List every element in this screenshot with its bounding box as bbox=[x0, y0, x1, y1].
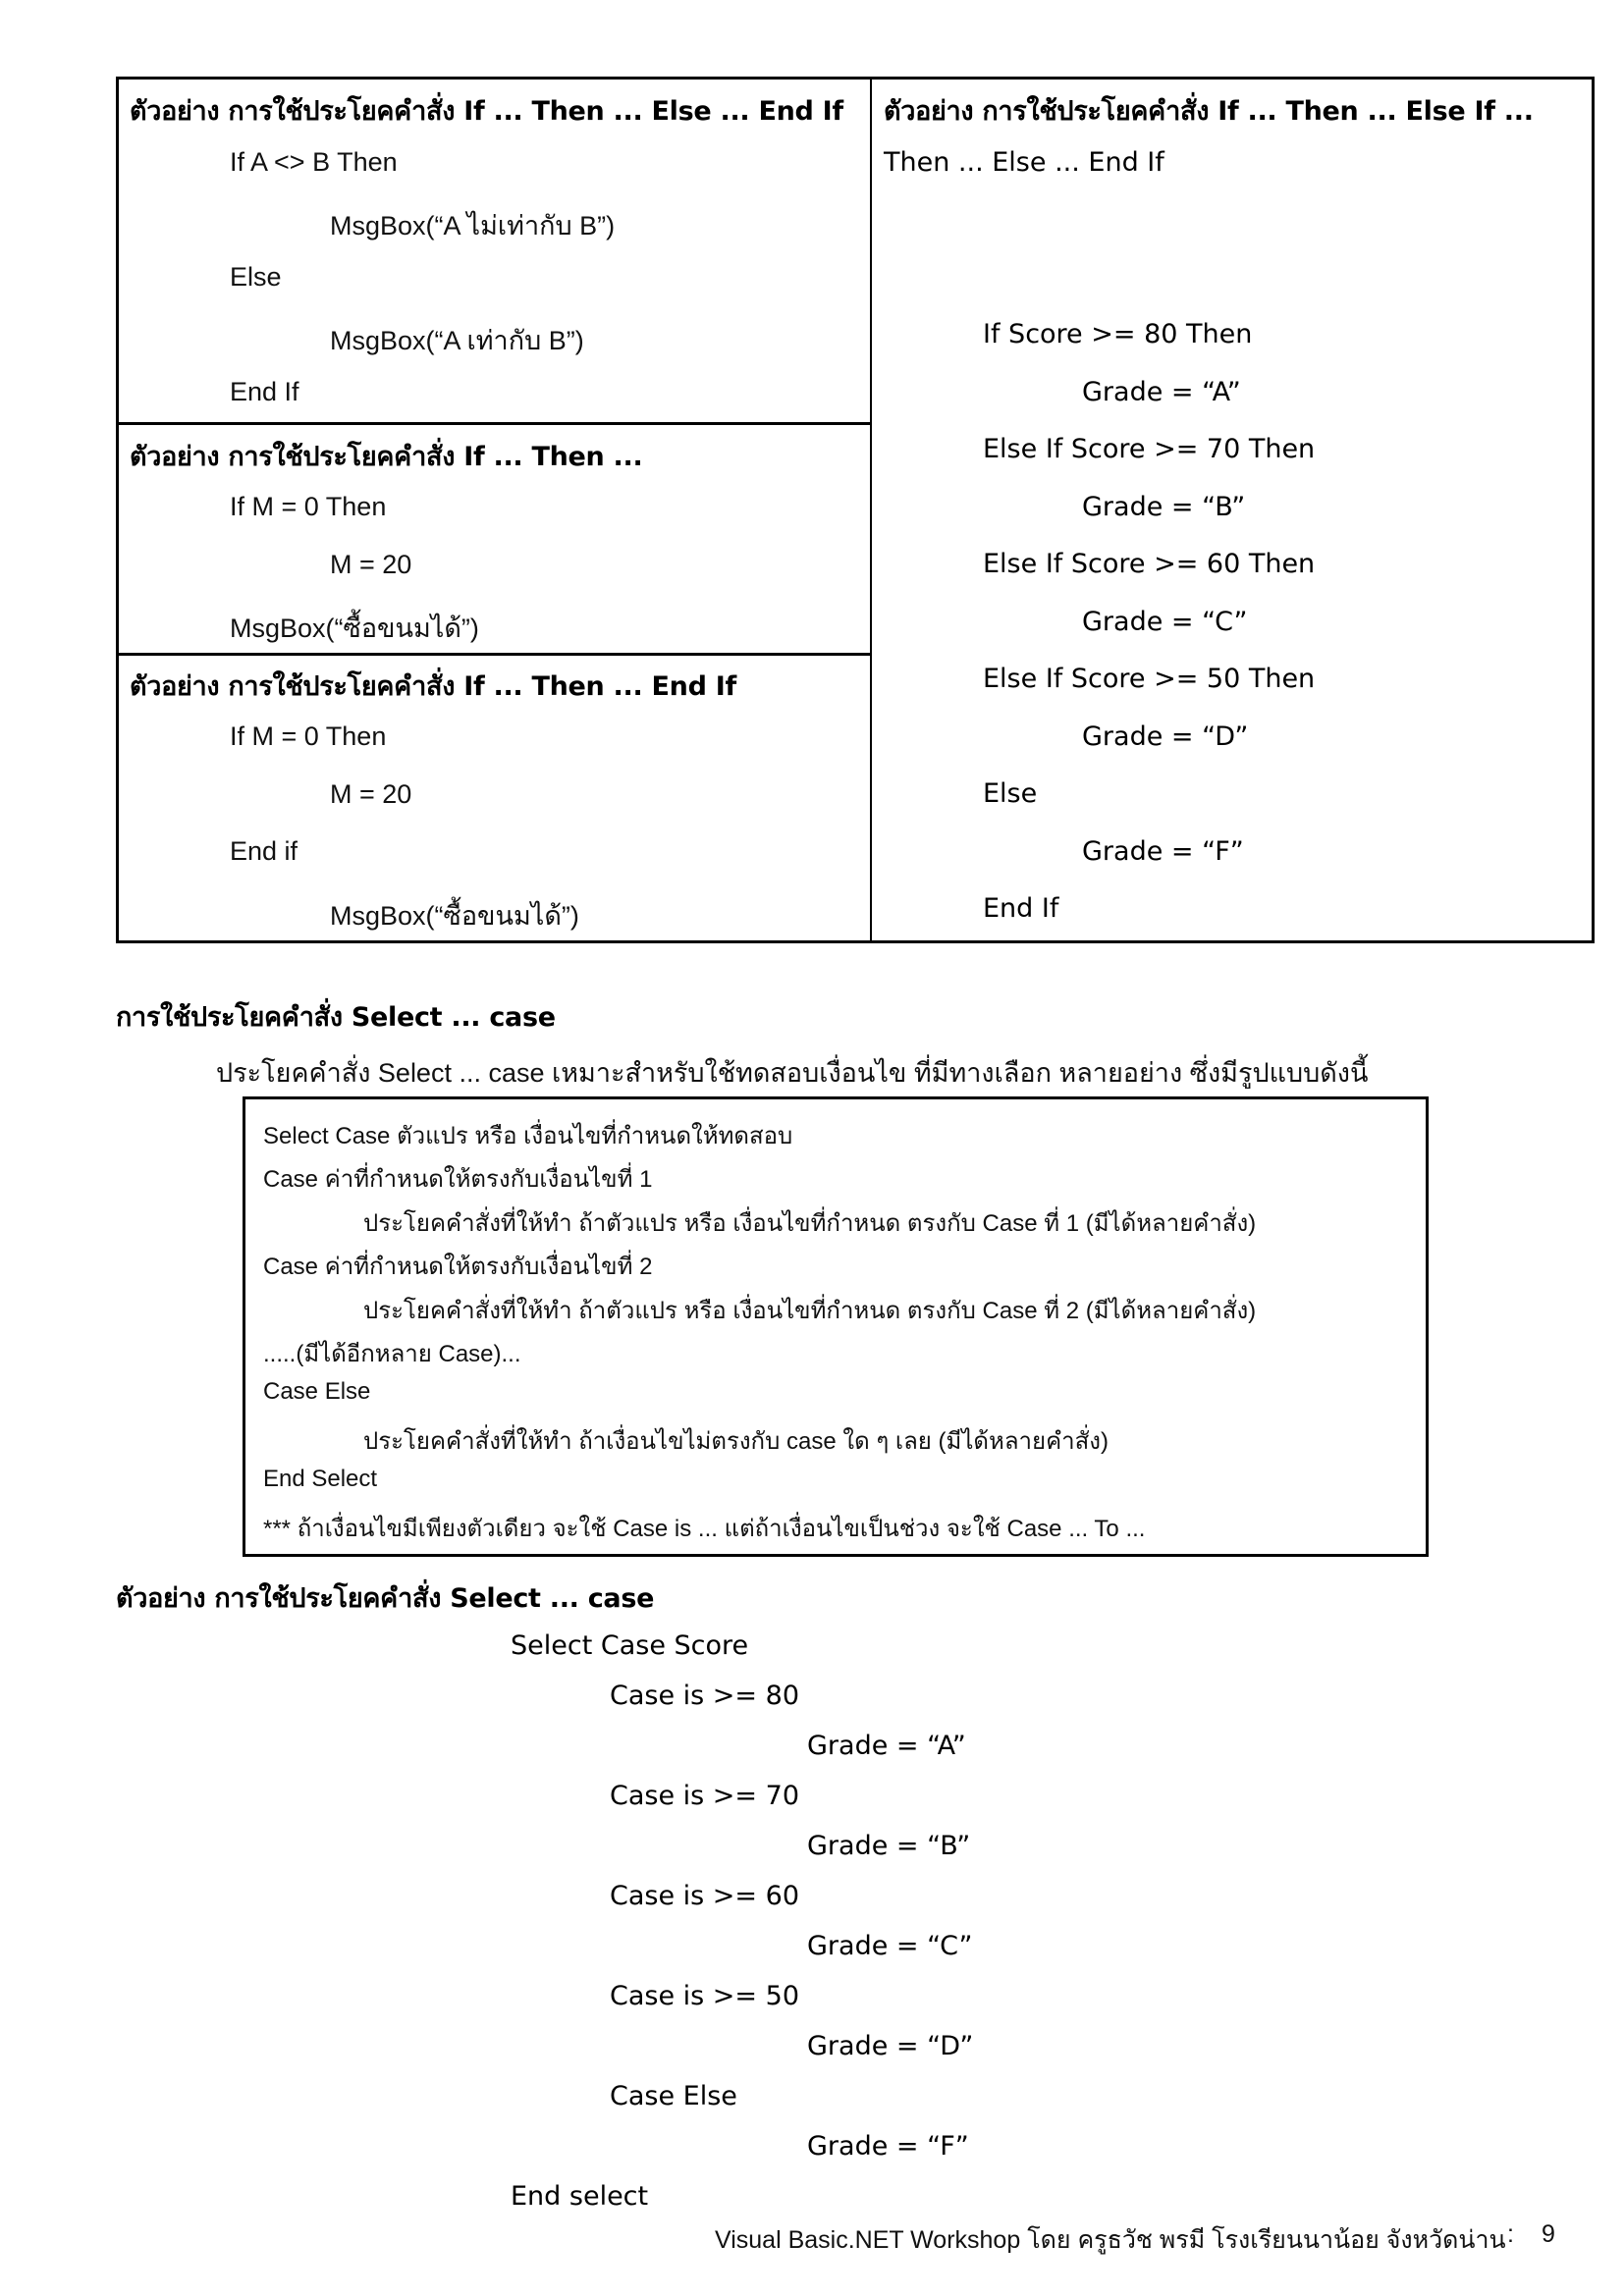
table-border-bottom bbox=[116, 940, 1595, 943]
code-line: Case is >= 60 bbox=[610, 1881, 799, 1911]
code-line: If M = 0 Then bbox=[230, 492, 387, 521]
code-line: If Score >= 80 Then bbox=[983, 319, 1253, 349]
cell-heading: ตัวอย่าง การใช้ประโยคคำสั่ง If ... Then ... bbox=[130, 442, 643, 472]
code-line: M = 20 bbox=[330, 550, 412, 579]
code-line: M = 20 bbox=[330, 779, 412, 809]
code-line: Case is >= 80 bbox=[610, 1681, 799, 1711]
syntax-line: Select Case ตัวแปร หรือ เงื่อนไขที่กำหนดให้ทดสอบ bbox=[263, 1123, 793, 1149]
syntax-line: Case ค่าที่กำหนดให้ตรงกับเงื่อนไขที่ 2 bbox=[263, 1254, 653, 1280]
code-line: Select Case Score bbox=[511, 1630, 749, 1661]
code-line: Grade = “B” bbox=[1082, 492, 1246, 522]
code-line: Grade = “C” bbox=[807, 1931, 973, 1961]
syntax-line: ประโยคคำสั่งที่ให้ทำ ถ้าเงื่อนไขไม่ตรงกับ case ใด ๆ เลย (มีได้หลายคำสั่ง) bbox=[363, 1428, 1109, 1455]
table-border-left bbox=[116, 77, 119, 943]
cell-heading: ตัวอย่าง การใช้ประโยคคำสั่ง If ... Then ... Else ... End If bbox=[130, 96, 843, 127]
code-line: Else bbox=[230, 262, 282, 292]
code-line: If M = 0 Then bbox=[230, 721, 387, 751]
syntax-box-top bbox=[243, 1096, 1429, 1099]
syntax-line: ประโยคคำสั่งที่ให้ทำ ถ้าตัวแปร หรือ เงื่อนไขที่กำหนด ตรงกับ Case ที่ 2 (มีได้หลายคำสั่ง) bbox=[363, 1298, 1257, 1324]
code-line: MsgBox(“ซื้อขนมได้”) bbox=[230, 614, 479, 643]
syntax-line: ประโยคคำสั่งที่ให้ทำ ถ้าตัวแปร หรือ เงื่อนไขที่กำหนด ตรงกับ Case ที่ 1 (มีได้หลายคำสั่ง) bbox=[363, 1210, 1257, 1237]
syntax-line: Case Else bbox=[263, 1378, 371, 1405]
code-line: Case is >= 70 bbox=[610, 1781, 799, 1811]
syntax-line: *** ถ้าเงื่อนไขมีเพียงตัวเดียว จะใช้ Case is ... แต่ถ้าเงื่อนไขเป็นช่วง จะใช้ Case ... To ... bbox=[263, 1516, 1146, 1542]
code-line: Else If Score >= 50 Then bbox=[983, 664, 1316, 694]
section-intro: ประโยคคำสั่ง Select ... case เหมาะสำหรับใช้ทดสอบเงื่อนไข ที่มีทางเลือก หลายอย่าง ซึ่งมีรูปแบบดังนี้ bbox=[216, 1058, 1369, 1088]
table-row-divider-2 bbox=[116, 653, 872, 656]
code-line: End If bbox=[983, 893, 1059, 924]
code-line: End if bbox=[230, 836, 298, 866]
code-line: Else If Score >= 70 Then bbox=[983, 434, 1316, 464]
code-line: Grade = “D” bbox=[1082, 721, 1249, 752]
cell-heading: ตัวอย่าง การใช้ประโยคคำสั่ง If ... Then ... Else If ... bbox=[884, 96, 1534, 127]
code-line: MsgBox(“A เท่ากับ B”) bbox=[330, 326, 584, 355]
syntax-box-left bbox=[243, 1096, 245, 1557]
footer-text: Visual Basic.NET Workshop โดย ครูธวัช พรมี โรงเรียนนาน้อย จังหวัดน่าน bbox=[715, 2226, 1506, 2254]
code-line: Case is >= 50 bbox=[610, 1981, 799, 2011]
cell-heading-continued: Then ... Else ... End If bbox=[884, 147, 1164, 178]
table-border-top bbox=[116, 77, 1595, 80]
table-column-divider bbox=[870, 77, 872, 943]
code-line: Else If Score >= 60 Then bbox=[983, 549, 1316, 579]
footer-separator: : bbox=[1507, 2220, 1514, 2248]
code-line: Grade = “C” bbox=[1082, 607, 1248, 637]
example-heading: ตัวอย่าง การใช้ประโยคคำสั่ง Select ... case bbox=[116, 1583, 655, 1614]
code-line: Grade = “A” bbox=[1082, 377, 1241, 407]
table-row-divider-1 bbox=[116, 422, 872, 425]
code-line: Grade = “B” bbox=[807, 1831, 971, 1861]
code-line: Grade = “A” bbox=[807, 1731, 966, 1761]
code-line: MsgBox(“A ไม่เท่ากับ B”) bbox=[330, 211, 616, 240]
syntax-line: Case ค่าที่กำหนดให้ตรงกับเงื่อนไขที่ 1 bbox=[263, 1166, 653, 1193]
code-line: MsgBox(“ซื้อขนมได้”) bbox=[330, 901, 579, 931]
code-line: If A <> B Then bbox=[230, 147, 398, 177]
syntax-box-right bbox=[1426, 1096, 1429, 1557]
code-line: End If bbox=[230, 377, 299, 406]
code-line: Else bbox=[983, 778, 1038, 809]
code-line: Case Else bbox=[610, 2081, 737, 2111]
code-line: End select bbox=[511, 2181, 649, 2212]
section-heading: การใช้ประโยคคำสั่ง Select ... case bbox=[116, 1002, 556, 1033]
page-number: 9 bbox=[1542, 2220, 1555, 2248]
syntax-box-bottom bbox=[243, 1554, 1429, 1557]
code-line: Grade = “D” bbox=[807, 2031, 974, 2061]
cell-heading: ตัวอย่าง การใช้ประโยคคำสั่ง If ... Then ... End If bbox=[130, 671, 736, 702]
syntax-line: End Select bbox=[263, 1466, 378, 1492]
syntax-line: .....(มีได้อีกหลาย Case)... bbox=[263, 1341, 521, 1367]
code-line: Grade = “F” bbox=[807, 2131, 969, 2162]
table-border-right bbox=[1592, 77, 1595, 943]
code-line: Grade = “F” bbox=[1082, 836, 1244, 867]
